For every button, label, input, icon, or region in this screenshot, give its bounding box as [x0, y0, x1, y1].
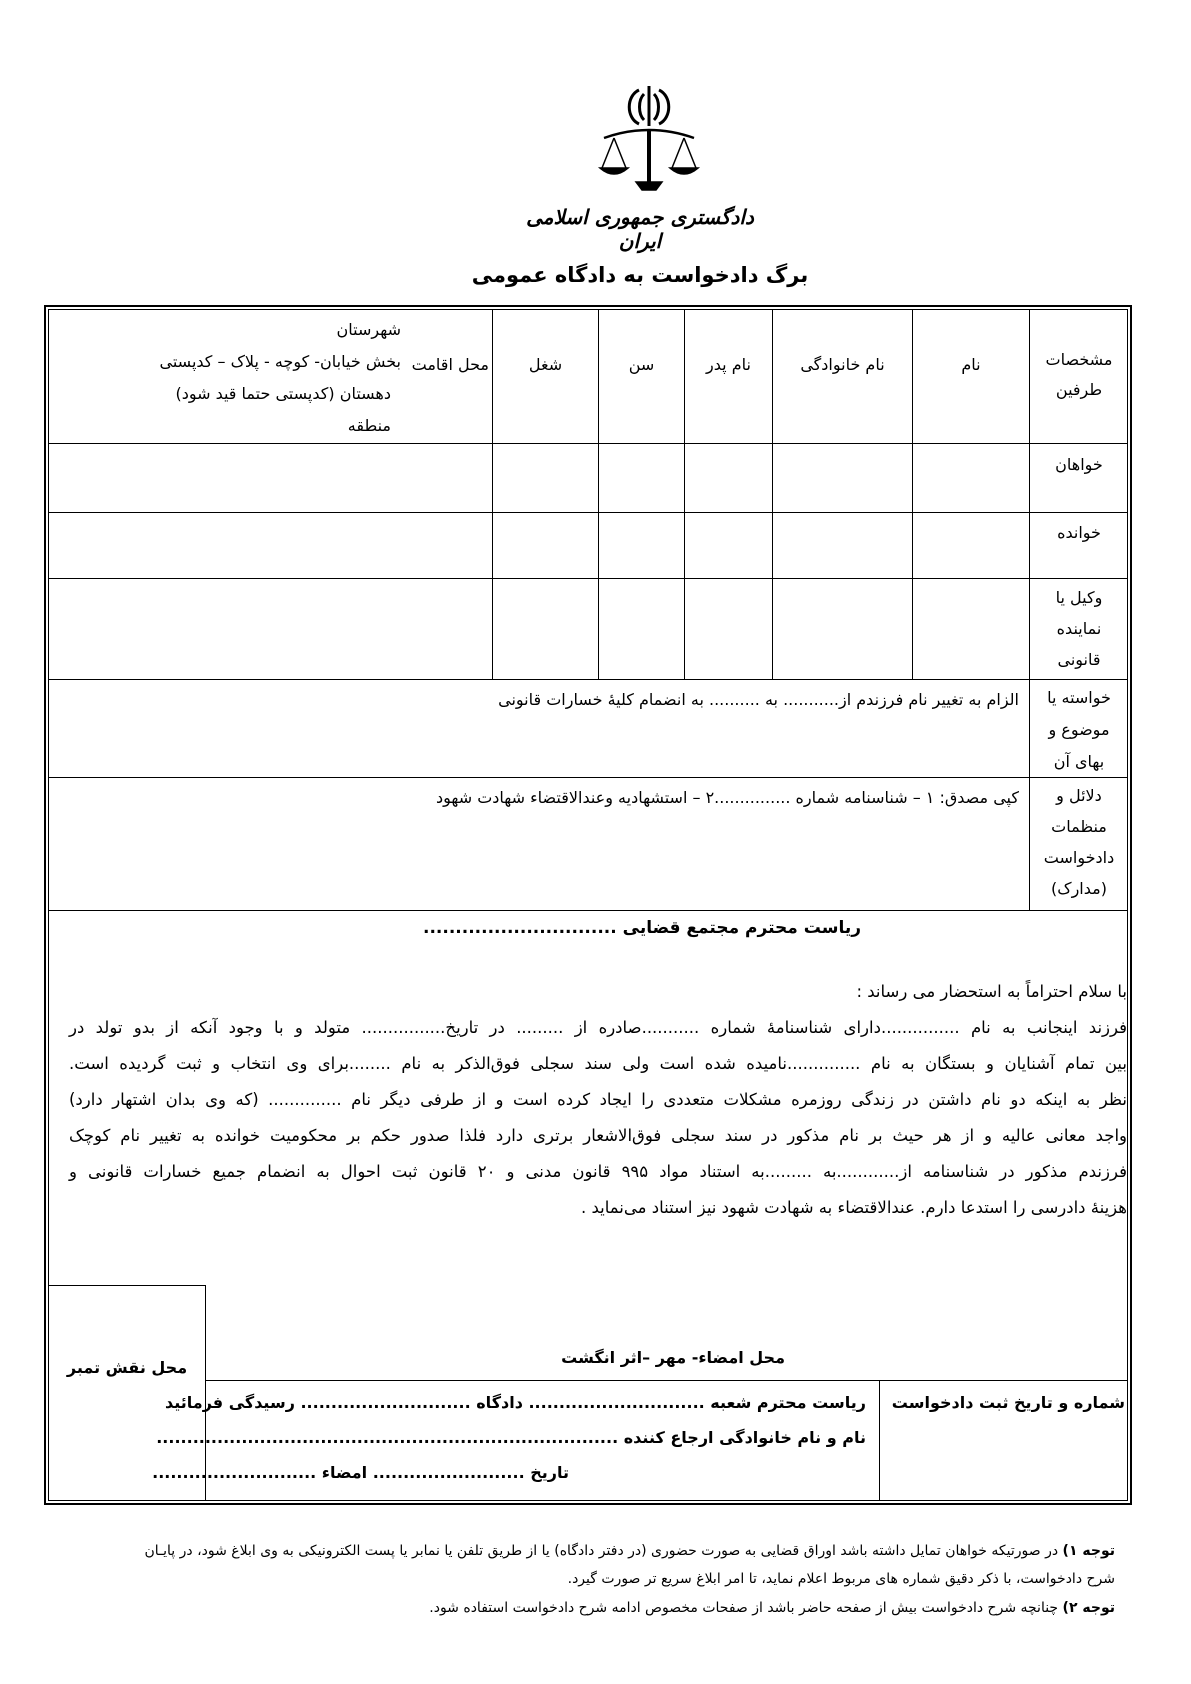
iran-emblem-icon [594, 82, 704, 192]
col-residence-label: محل اقامت [411, 355, 489, 374]
row-divider [48, 679, 1128, 680]
col-parties: مشخصات طرفین [1045, 350, 1113, 399]
row-plaintiff-label: خواهان [1055, 455, 1103, 474]
note-2 [429, 1600, 1115, 1616]
letter-line: بین تمام آشنایان و بستگان به نام ..............نامیده شده است ولی سند سجلی فوق‌الذکر به نام ........برای وی انتخاب و ثبت گردیده است. [69, 1054, 1127, 1073]
judiciary-name: دادگستری جمهوری اسلامی ایران [526, 205, 754, 253]
claim-label: خواسته یا موضوع و بهای آن [1047, 688, 1111, 771]
signature-place: محل امضاء- مهر –اثر انگشت [561, 1348, 785, 1367]
row-divider [48, 512, 1128, 513]
note-1-title: توجه ۱) [1062, 1543, 1115, 1559]
note-1-cont: شرح دادخواست، با ذکر دقیق شماره های مربوط اعلام نماید، تا امر ابلاغ سریع تر صورت گیرد. [567, 1571, 1115, 1587]
form-frame-inner [48, 309, 1128, 1501]
row-lawyer-label: وکیل یا نماینده قانونی [1055, 588, 1103, 669]
registration-label: شماره و تاریخ ثبت دادخواست [891, 1393, 1125, 1412]
letter-line: واجد معانی عالیه و از هر حیث بر نام مذکور در سند سجلی فوق‌الاشعار برتری دارد فلذا صدور حکم بر محکومیت خوانده به تغییر نام کوچک [69, 1126, 1127, 1145]
letter-last-line: هزینهٔ دادرسی را استدعا دارم. عندالاقتضاء به شهادت شهود نیز استناد می‌نماید . [580, 1198, 1127, 1217]
row-divider [48, 777, 1128, 778]
row-divider [48, 910, 1128, 911]
footer-divider [205, 1380, 1128, 1381]
residence-line: منطقه [347, 416, 391, 435]
evidence-label: دلائل و منظمات دادخواست (مدارک) [1043, 786, 1115, 898]
letter-greeting: با سلام احتراماً به استحضار می رساند : [856, 982, 1127, 1001]
letter-heading: ریاست محترم مجتمع قضایی .............................. [422, 918, 861, 938]
row-divider [48, 578, 1128, 579]
stamp-place: محل نقش تمبر [66, 1358, 188, 1377]
residence-line: بخش خیابان- کوچه - پلاک – کدپستی [159, 352, 401, 371]
evidence-text: کپی مصدق: ۱ – شناسنامه شماره ...............۲ – استشهادیه وعندالاقتضاء شهادت شهود [435, 788, 1019, 807]
col-family-name: نام خانوادگی [800, 355, 885, 374]
registration-divider [879, 1380, 880, 1501]
note-1 [145, 1543, 1116, 1559]
stamp-box-top [48, 1285, 205, 1286]
residence-line: دهستان (کدپستی حتما قید شود) [175, 384, 391, 403]
referral-line: نام و نام خانوادگی ارجاع کننده ............................................................................ [156, 1428, 866, 1447]
claim-text: الزام به تغییر نام فرزندم از........... به .......... به انضمام کلیهٔ خسارات قانونی [498, 690, 1019, 709]
letter-line: نظر به اینکه دو نام داشتن در زندگی روزمره مشکلات متعددی را ایجاد کرده است و از طرفی دیگر نام .............. (که وی بدان اشتهار دارد) [69, 1090, 1127, 1109]
referral-line: ریاست محترم شعبه ............................. دادگاه ............................ رسیدگی فرمائید [165, 1393, 866, 1412]
col-job: شغل [528, 355, 563, 374]
row-divider [48, 443, 1128, 444]
note-1-text: در صورتیکه خواهان تمایل داشته باشد اوراق قضایی به صورت حضوری (در دفتر دادگاه) یا از طریق تلفن یا نمابر یا پست الکترونیکی به وی ابلاغ شود، در پایـان [144, 1543, 1059, 1559]
note-2-title: توجه ۲) [1062, 1600, 1115, 1616]
letter-line: فرزندم مذکور در شناسنامه از............به .........به استناد مواد ۹۹۵ قانون مدنی و ۲۰ قانون ثبت احوال به انضمام جمیع خسارات قانونی و [69, 1162, 1127, 1181]
form-title: برگ دادخواست به دادگاه عمومی [471, 263, 809, 287]
col-name: نام [961, 355, 981, 374]
residence-line: شهرستان [336, 320, 401, 339]
col-father-name: نام پدر [706, 355, 751, 374]
col-age: سن [628, 355, 655, 374]
letter-line: فرزند اینجانب به نام ...............دارای شناسنامهٔ شماره ...........صادره از ......... در تاریخ................ متولد و با وجود آنکه از بدو تولد در [69, 1018, 1127, 1037]
row-defendant-label: خوانده [1057, 523, 1101, 542]
note-2-text: چنانچه شرح دادخواست بیش از صفحه حاضر باشد از صفحات مخصوص ادامه شرح دادخواست استفاده شود. [429, 1600, 1059, 1616]
referral-line: تاریخ ......................... امضاء ........................... [152, 1463, 569, 1482]
